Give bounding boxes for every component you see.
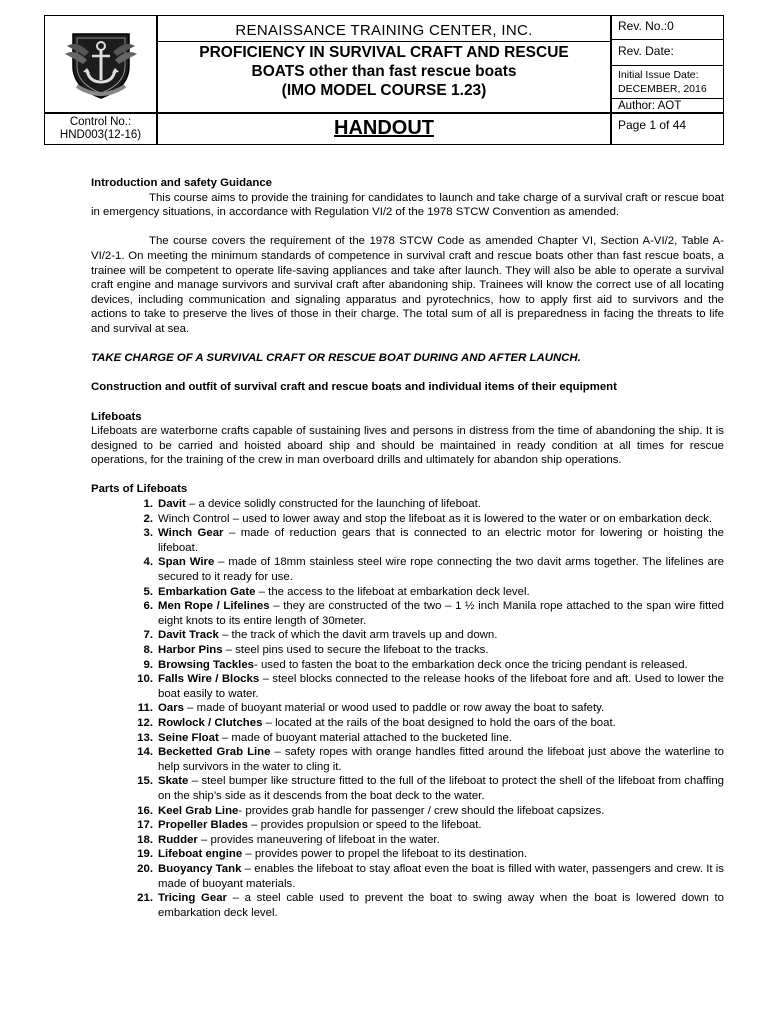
rev-date: Rev. Date: (612, 40, 723, 66)
list-item (91, 497, 724, 512)
initial-issue-value: DECEMBER, 2016 (618, 83, 707, 95)
list-item (91, 804, 724, 819)
list-item-number: 17. (137, 819, 153, 832)
list-item-description: – provides maneuvering of lifeboat in the water. (197, 833, 440, 846)
course-title-line3: (IMO MODEL COURSE 1.23) (281, 82, 487, 99)
list-item-description: – made of buoyant material or wood used to paddle or row away the boat to safety. (183, 702, 605, 715)
list-item-number: 4. (143, 556, 153, 569)
list-item-number: 19. (137, 848, 153, 861)
list-item (91, 672, 724, 701)
document-header (44, 15, 724, 145)
list-item (91, 731, 724, 746)
list-item-number: 11. (137, 702, 153, 715)
list-item-term: Buoyancy Tank (158, 862, 242, 875)
list-item (91, 891, 724, 920)
list-item-description: – safety ropes with orange handles fitted around the lifeboat just above the waterline to help survivors in the water to cling it. (158, 746, 724, 773)
list-item-term: Keel Grab Line (158, 804, 239, 817)
list-item-number: 15. (137, 775, 153, 788)
list-item-number: 14. (137, 746, 153, 759)
section-title: TAKE CHARGE OF A SURVIVAL CRAFT OR RESCUE BOAT DURING AND AFTER LAUNCH. (91, 352, 581, 365)
list-item-term: Browsing Tackles (158, 658, 255, 671)
list-item-term: Tricing Gear (158, 892, 227, 905)
list-item (91, 555, 724, 584)
list-item-term: Lifeboat engine (158, 848, 243, 861)
doc-type: HANDOUT (334, 117, 434, 139)
list-item-number: 16. (137, 804, 153, 817)
list-item (91, 818, 724, 833)
list-item-description: – the track of which the davit arm travels up and down. (218, 629, 498, 642)
list-item-description: – the access to the lifeboat at embarkation deck level. (255, 585, 530, 598)
list-item-number: 12. (137, 716, 153, 729)
list-item-number: 21. (137, 892, 153, 905)
anchor-wings-emblem-icon (63, 26, 139, 102)
list-item-number: 3. (143, 527, 153, 540)
list-item-term: Oars (158, 702, 184, 715)
list-item-term: Falls Wire / Blocks (158, 673, 260, 686)
lifeboats-paragraph: Lifeboats are waterborne crafts capable of sustaining lives and persons in distress from the time of abandoning the ship. It is designed to be carried and hoisted aboard ship and should be maintained in ready condition at all times for rescue operations, for the training of the crew in man overboard drills and ultimately for abandon ship operations. (91, 425, 724, 467)
list-item-term: Skate (158, 775, 189, 788)
document-body (91, 176, 724, 920)
list-item-term: Rudder (158, 833, 198, 846)
list-item (91, 628, 724, 643)
title-block (157, 15, 611, 113)
list-item-description: – made of 18mm stainless steel wire rope connecting the two davit arms together. The lifelines are secured to it ready for use. (158, 556, 724, 584)
list-item-description: – steel blocks connected to the release hooks of the lifeboat fore and aft. Used to lower the boat easily to water. (158, 673, 724, 700)
list-item-description: – a device solidly constructed for the launching of lifeboat. (185, 498, 481, 511)
list-item (91, 701, 724, 716)
list-item-term: Propeller Blades (158, 819, 248, 832)
revision-block (611, 15, 724, 113)
initial-issue-date (612, 68, 723, 96)
control-number-cell (44, 113, 157, 145)
intro-paragraph-2: The course covers the requirement of the 1978 STCW Code as amended Chapter VI, Section A-VI/2, Table A-VI/2-1. On meeting the minimum standards of competence in survival craft and rescue boats other than fast rescue boats, a trainee will be competent to operate life-saving appliances and take after launch. They will also be able to operate a survival craft engine and manage survivors and survival craft after abandoning ship. Trainees will know the correct use of all locating devices, including communication and signaling apparatus and pyrotechnics, how to apply first aid to survivors and the actions to take to preserve the lives of those in their charge. The total sum of all is preparedness in facing the threats to life and survival at sea. (91, 235, 724, 335)
list-item (91, 774, 724, 803)
initial-issue-label: Initial Issue Date: (618, 69, 699, 81)
intro-heading: Introduction and safety Guidance (91, 177, 273, 189)
list-item-number: 5. (143, 585, 153, 598)
list-item (91, 847, 724, 862)
list-item (91, 585, 724, 600)
list-item (91, 716, 724, 731)
course-title (158, 43, 610, 100)
rev-no: Rev. No.:0 (612, 16, 723, 40)
list-item-description: – they are constructed of the two – 1 ½ inch Manila rope attached to the span wire fitted eight knots to its entire length of 30meter. (158, 600, 724, 627)
list-item-description: – steel bumper like structure fitted to the full of the lifeboat to protect the shell of the lifeboat from chaffing on the ship’s side as it descends from the boat deck to the water. (158, 775, 724, 802)
subsection-title: Construction and outfit of survival craft and rescue boats and individual items of their equipment (91, 381, 617, 394)
list-item-number: 9. (143, 658, 153, 671)
list-item (91, 833, 724, 848)
list-item-number: 18. (137, 833, 153, 846)
parts-list (91, 497, 724, 920)
list-item (91, 745, 724, 774)
list-item (91, 643, 724, 658)
list-item-number: 10. (137, 673, 153, 686)
list-item-term: Span Wire (158, 556, 215, 569)
list-item-term: Davit (158, 498, 186, 511)
page-number: Page 1 of 44 (618, 118, 687, 132)
control-value: HND003(12-16) (59, 129, 142, 141)
control-label: Control No.: (69, 116, 132, 128)
lifeboats-heading: Lifeboats (91, 410, 142, 423)
list-item-description: Winch Control – used to lower away and stop the lifeboat as it is lowered to the water or on embarkation deck. (158, 512, 713, 525)
list-item-description: – provides propulsion or speed to the lifeboat. (247, 819, 482, 832)
list-item-term: Davit Track (158, 629, 219, 642)
list-item-description: – a steel cable used to prevent the boat to swing away when the boat is lowered down to embarkation deck level. (158, 892, 724, 919)
list-item (91, 862, 724, 891)
list-item-description: – provides power to propel the lifeboat to its destination. (242, 848, 528, 861)
list-item (91, 526, 724, 555)
parts-heading: Parts of Lifeboats (91, 483, 188, 496)
list-item-number: 1. (143, 498, 153, 511)
list-item (91, 512, 724, 527)
list-item-number: 8. (143, 644, 153, 656)
doc-type-cell (157, 113, 611, 145)
list-item-description: – made of reduction gears that is connected to an electric motor for lowering or hoisting the lifeboat. (158, 527, 724, 554)
author: Author: AOT (612, 98, 723, 114)
list-item-description: - provides grab handle for passenger / crew should the lifeboat capsizes. (238, 804, 605, 817)
list-item-description: - used to fasten the boat to the embarkation deck once the tricing pendant is released. (254, 658, 688, 671)
course-title-line2: BOATS other than fast rescue boats (251, 63, 517, 80)
list-item-term: Embarkation Gate (158, 585, 256, 598)
course-title-line1: PROFICIENCY IN SURVIVAL CRAFT AND RESCUE (199, 44, 569, 61)
list-item-term: Rowlock / Clutches (158, 716, 263, 729)
list-item-term: Men Rope / Lifelines (158, 600, 270, 613)
list-item (91, 599, 724, 628)
list-item-number: 2. (143, 512, 153, 525)
list-item-term: Winch Gear (158, 527, 224, 540)
list-item-description: – steel pins used to secure the lifeboat to the tracks. (222, 644, 489, 656)
list-item-term: Seine Float (158, 731, 219, 744)
list-item-term: Becketted Grab Line (158, 746, 271, 759)
company-name: RENAISSANCE TRAINING CENTER, INC. (235, 22, 533, 39)
list-item-number: 7. (143, 629, 153, 642)
list-item-description: – enables the lifeboat to stay afloat even the boat is filled with water, passengers and crew. It is made of buoyant materials. (158, 862, 724, 890)
page-number-cell (611, 113, 724, 145)
list-item-number: 6. (143, 600, 153, 613)
logo-cell (44, 15, 157, 113)
intro-paragraph-1: This course aims to provide the training for candidates to launch and take charge of a survival craft or rescue boat in emergency situations, in accordance with Regulation VI/2 of the 1978 STCW Convention as amended. (91, 191, 724, 219)
list-item-description: – located at the rails of the boat designed to hold the oars of the boat. (262, 716, 616, 729)
list-item-description: – made of buoyant material attached to the bucketed line. (218, 731, 512, 744)
list-item (91, 658, 724, 673)
list-item-number: 20. (137, 862, 153, 875)
list-item-number: 13. (137, 731, 153, 744)
list-item-term: Harbor Pins (158, 644, 223, 656)
